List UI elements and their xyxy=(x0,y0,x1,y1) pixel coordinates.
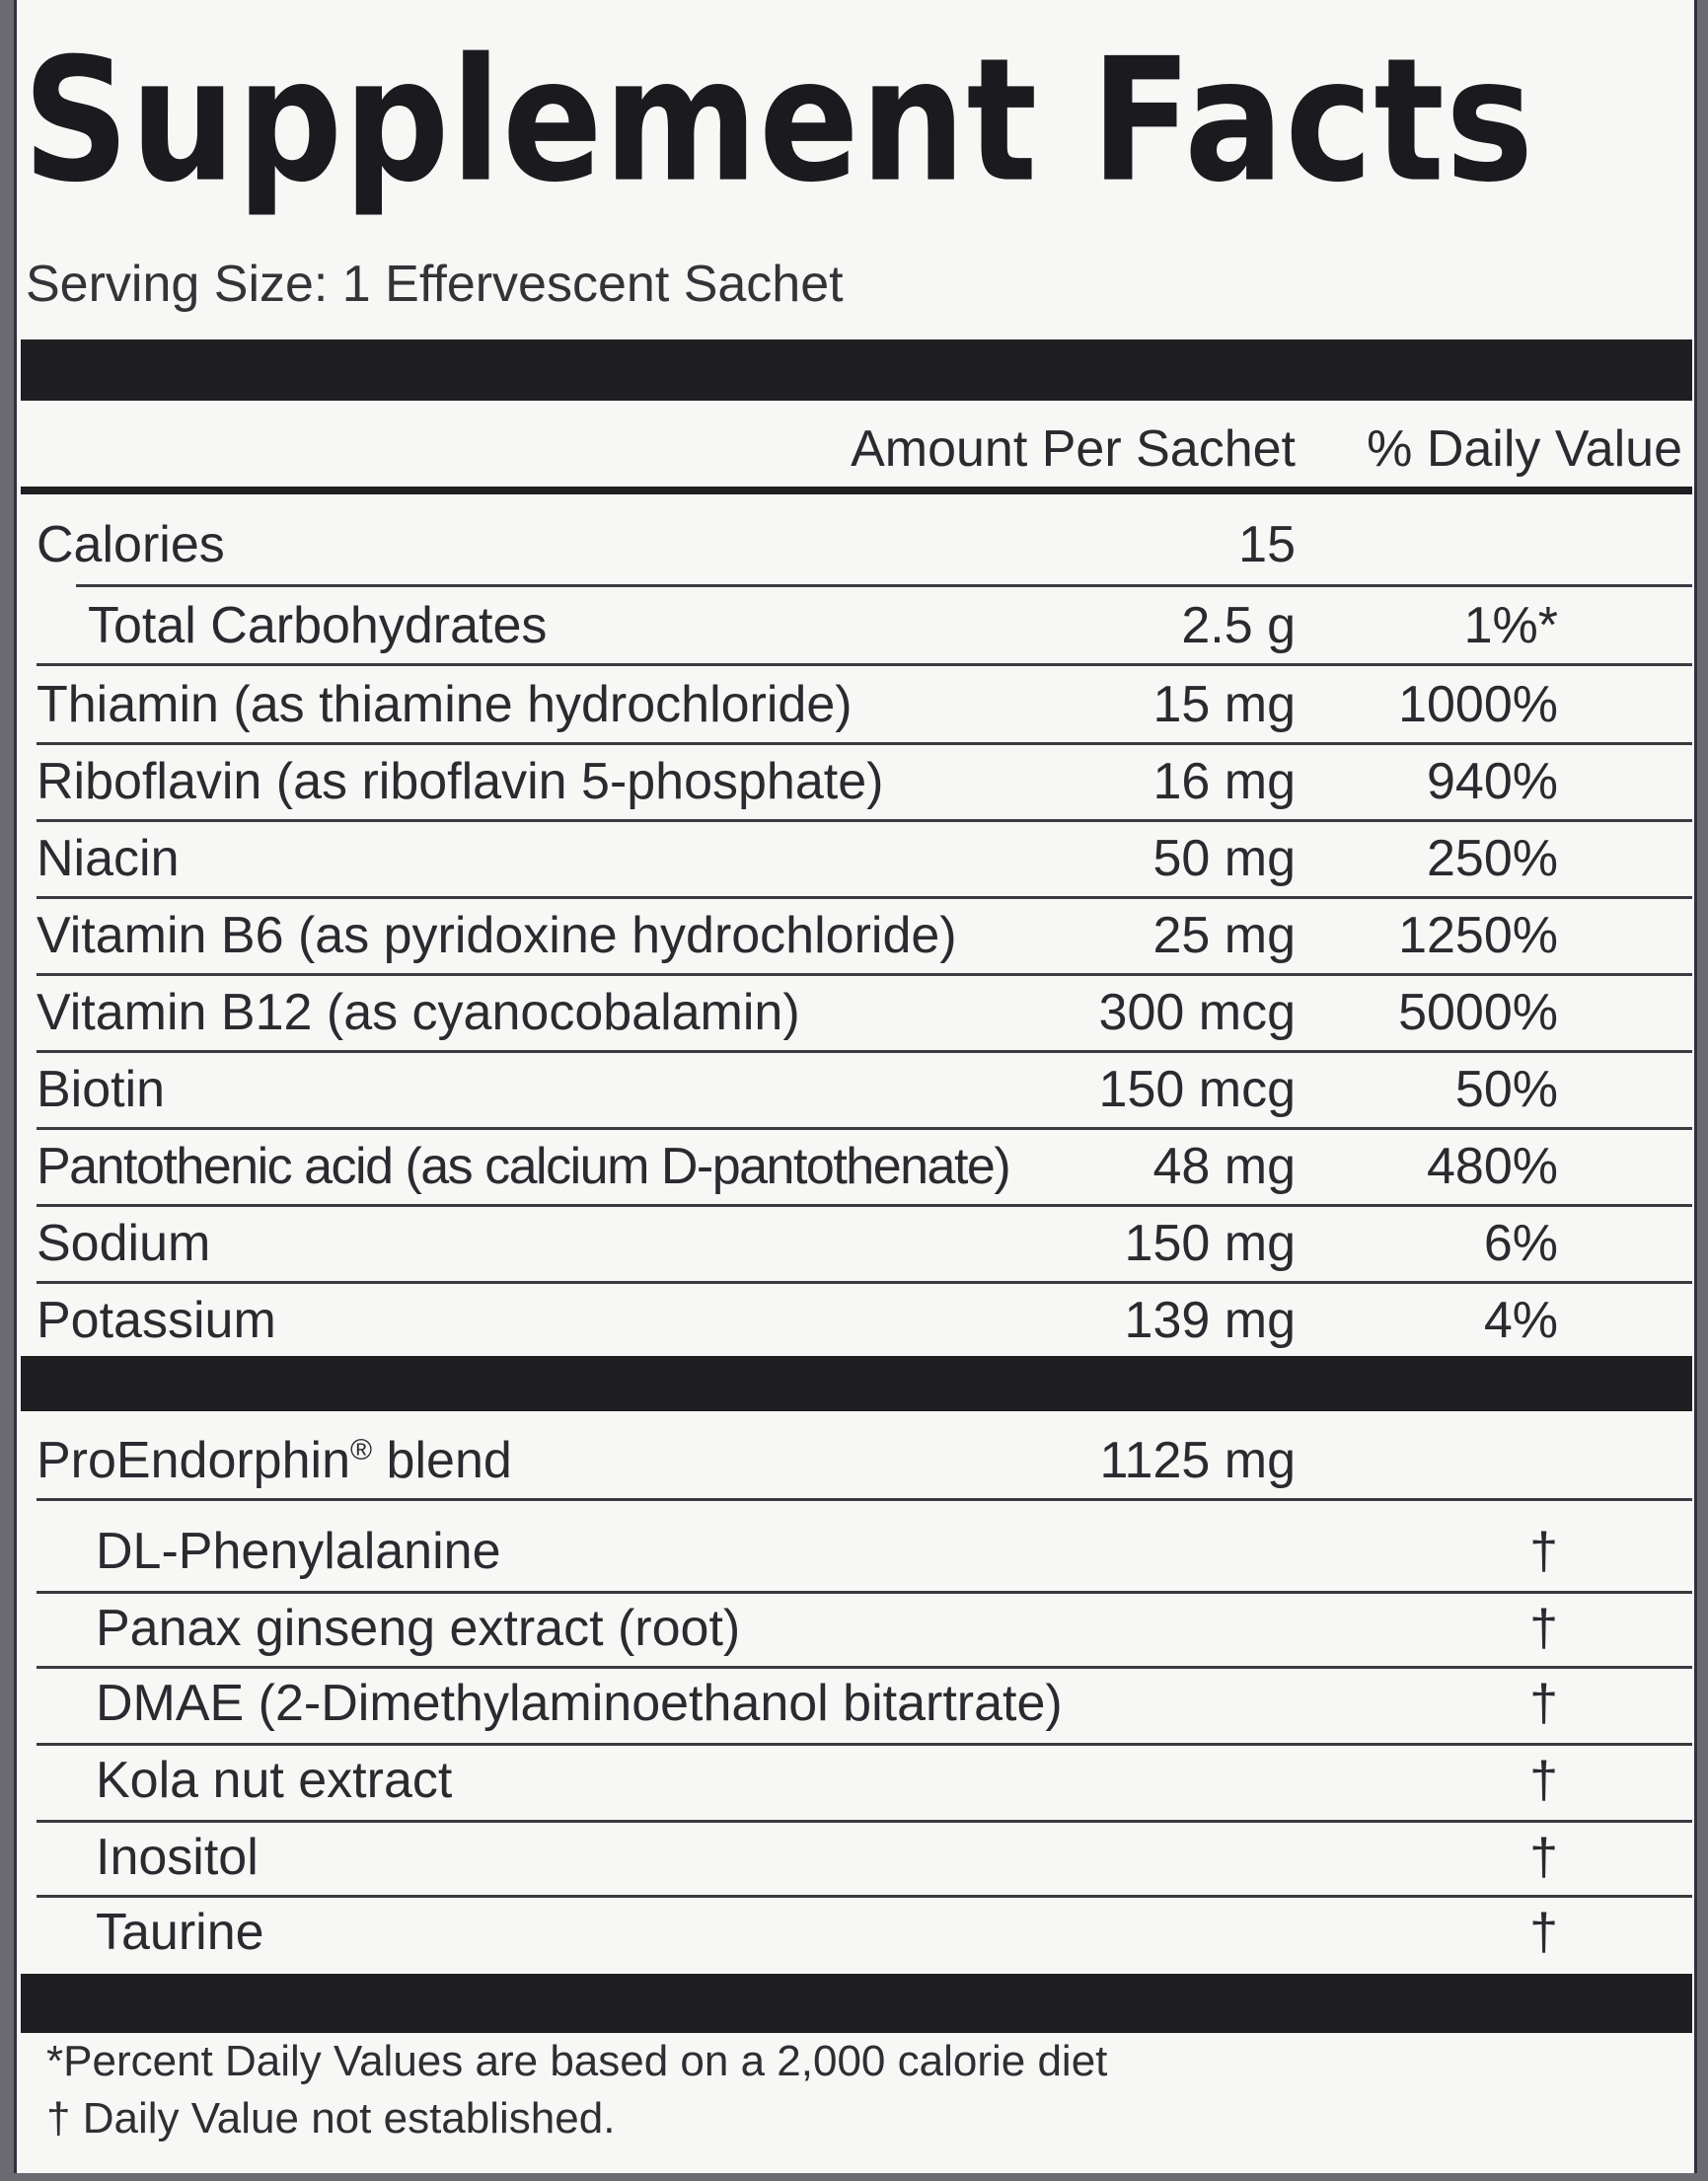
nutrient-name: Thiamin (as thiamine hydrochloride) xyxy=(37,676,853,733)
nutrient-amount: 16 mg xyxy=(1152,753,1296,810)
label-title: Supplement Facts xyxy=(23,22,1535,221)
thick-divider-bottom xyxy=(21,1974,1692,2033)
blend-item-name: Kola nut extract xyxy=(96,1752,453,1809)
nutrient-amount: 2.5 g xyxy=(1181,597,1296,654)
nutrient-row-calories xyxy=(17,505,1694,580)
nutrient-name: Riboflavin (as riboflavin 5-phosphate) xyxy=(37,753,884,810)
row-divider xyxy=(37,1498,1692,1501)
nutrient-row-vitamin-b6 xyxy=(17,896,1694,971)
blend-item-row xyxy=(17,1741,1694,1816)
nutrient-row-vitamin-b12 xyxy=(17,973,1694,1048)
footnote-daily-value: *Percent Daily Values are based on a 2,000 calorie diet xyxy=(46,2037,1108,2085)
nutrient-name: Potassium xyxy=(37,1292,276,1349)
nutrient-name: Niacin xyxy=(37,830,180,887)
nutrient-row-thiamin xyxy=(17,665,1694,740)
thick-divider-top xyxy=(21,339,1692,401)
blend-item-row xyxy=(17,1589,1694,1664)
registered-mark: ® xyxy=(350,1434,373,1467)
nutrient-row-pantothenic-acid xyxy=(17,1127,1694,1202)
blend-row xyxy=(17,1421,1694,1496)
column-header xyxy=(17,419,1694,483)
nutrient-daily-value: 250% xyxy=(1427,830,1558,887)
dagger-symbol: † xyxy=(1529,1904,1558,1961)
blend-item-name: Taurine xyxy=(96,1904,264,1961)
nutrient-name: Vitamin B6 (as pyridoxine hydrochloride) xyxy=(37,907,957,964)
nutrient-name: Pantothenic acid (as calcium D-pantothenate) xyxy=(37,1138,1010,1195)
blend-item-row xyxy=(17,1664,1694,1739)
blend-item-name: DL-Phenylalanine xyxy=(96,1523,501,1580)
nutrient-amount: 50 mg xyxy=(1152,830,1296,887)
nutrient-daily-value: 1250% xyxy=(1398,907,1558,964)
nutrient-row-niacin xyxy=(17,819,1694,894)
blend-amount: 1125 mg xyxy=(1099,1432,1296,1489)
nutrient-daily-value: 1000% xyxy=(1398,676,1558,733)
supplement-facts-label xyxy=(14,0,1697,2173)
nutrient-daily-value: 480% xyxy=(1427,1138,1558,1195)
nutrient-daily-value: 50% xyxy=(1454,1061,1558,1118)
dagger-symbol: † xyxy=(1529,1675,1558,1732)
amount-column-header: Amount Per Sachet xyxy=(851,420,1296,478)
nutrient-name: Biotin xyxy=(37,1061,166,1118)
thick-divider-middle xyxy=(21,1356,1692,1411)
nutrient-daily-value: 1%* xyxy=(1463,597,1558,654)
blend-item-name: Panax ginseng extract (root) xyxy=(96,1600,741,1657)
nutrient-name: Total Carbohydrates xyxy=(88,597,548,654)
blend-item-row xyxy=(17,1512,1694,1587)
nutrient-daily-value: 940% xyxy=(1427,753,1558,810)
nutrient-amount: 48 mg xyxy=(1152,1138,1296,1195)
nutrient-row-biotin xyxy=(17,1050,1694,1125)
nutrient-amount: 150 mcg xyxy=(1098,1061,1296,1118)
blend-item-row xyxy=(17,1818,1694,1893)
nutrient-name: Vitamin B12 (as cyanocobalamin) xyxy=(37,984,800,1041)
nutrient-daily-value: 4% xyxy=(1483,1292,1558,1349)
dagger-symbol: † xyxy=(1529,1829,1558,1886)
blend-item-row xyxy=(17,1893,1694,1968)
daily-value-column-header: % Daily Value xyxy=(1367,420,1682,478)
dagger-symbol: † xyxy=(1529,1752,1558,1809)
nutrient-amount: 25 mg xyxy=(1152,907,1296,964)
dagger-symbol: † xyxy=(1529,1600,1558,1657)
nutrient-daily-value: 5000% xyxy=(1398,984,1558,1041)
blend-item-name: DMAE (2-Dimethylaminoethanol bitartrate) xyxy=(96,1675,1063,1732)
blend-item-name: Inositol xyxy=(96,1829,259,1886)
header-divider xyxy=(21,487,1692,494)
nutrient-row-riboflavin xyxy=(17,742,1694,817)
nutrient-row-total-carbohydrates xyxy=(17,586,1694,661)
serving-size: Serving Size: 1 Effervescent Sachet xyxy=(26,256,844,313)
nutrient-amount: 15 mg xyxy=(1152,676,1296,733)
nutrient-amount: 15 xyxy=(1238,516,1296,573)
nutrient-name: Sodium xyxy=(37,1215,211,1272)
nutrient-daily-value: 6% xyxy=(1483,1215,1558,1272)
nutrient-amount: 150 mg xyxy=(1124,1215,1296,1272)
nutrient-amount: 139 mg xyxy=(1124,1292,1296,1349)
nutrient-amount: 300 mcg xyxy=(1098,984,1296,1041)
blend-name: ProEndorphin® blend xyxy=(37,1432,512,1489)
nutrient-row-sodium xyxy=(17,1204,1694,1279)
dagger-symbol: † xyxy=(1529,1523,1558,1580)
nutrient-name: Calories xyxy=(37,516,225,573)
footnote-dagger: † Daily Value not established. xyxy=(46,2094,616,2143)
nutrient-row-potassium xyxy=(17,1281,1694,1356)
